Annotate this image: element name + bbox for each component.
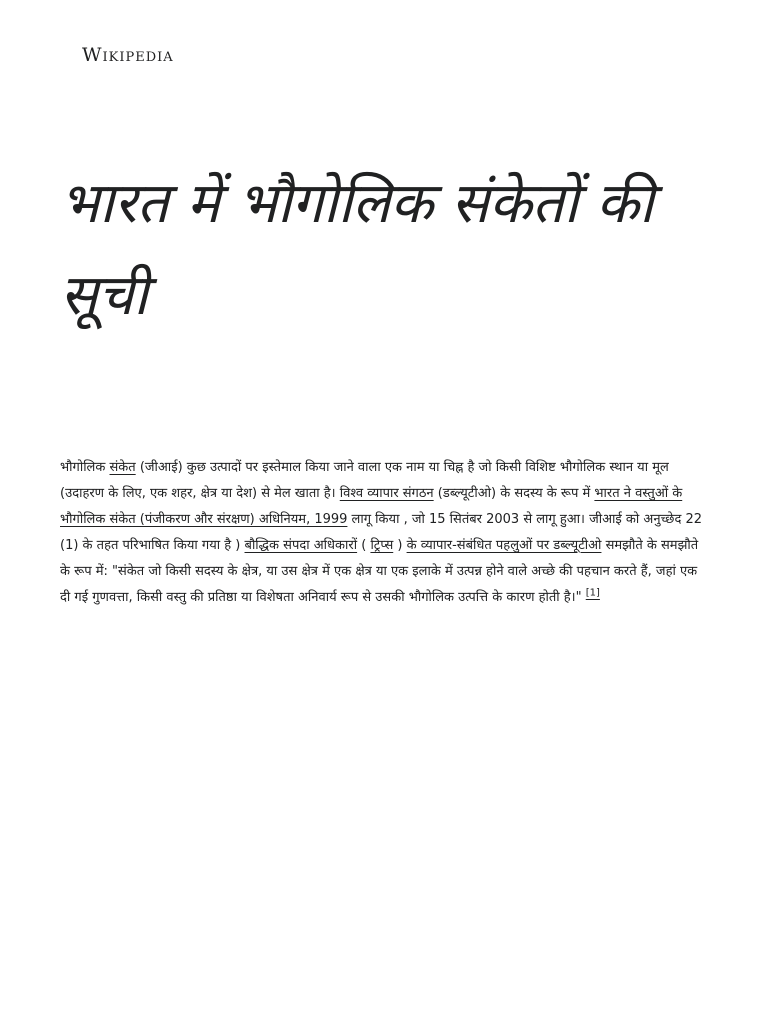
- text-segment: लागू किया , जो 15 सितंबर 2003 से लागू हुआ। जीआई को अनुच्छेद 22 (1) के तहत परिभाषित किया गया है ): [60, 512, 703, 553]
- text-segment: (डब्ल्यूटीओ) के सदस्य के रूप में: [433, 486, 595, 501]
- article-paragraph: [60, 455, 708, 611]
- page-title: भारत में भौगोलिक संकेतों की सूची: [60, 171, 654, 328]
- link-sanket[interactable]: संकेत: [109, 460, 136, 475]
- text-segment: समझौते के समझौते के रूप में: "संकेत जो किसी सदस्य के क्षेत्र, या उस क्षेत्र में एक क्षेत्र या एक इलाके में उत्पन्न होने वाले अच्छे की पहचान करते हैं, जहां एक दी गई गुणवत्ता, किसी वस्तु की प्रतिष्ठा या विशेषता अनिवार्य रूप से उसकी भौगोलिक उत्पत्ति के कारण होती है।": [60, 538, 699, 605]
- citation-superscript: [586, 588, 600, 599]
- text-segment: (: [357, 538, 371, 553]
- text-segment: भौगोलिक: [60, 460, 110, 475]
- wikipedia-wordmark[interactable]: Wikipedia: [82, 44, 174, 66]
- link-trips-agreement[interactable]: के व्यापार-संबंधित पहलुओं पर डब्ल्यूटीओ: [406, 538, 602, 553]
- text-segment: ): [393, 538, 407, 553]
- link-ipr[interactable]: बौद्धिक संपदा अधिकारों: [244, 538, 358, 553]
- link-trips[interactable]: ट्रिप्स: [370, 538, 394, 553]
- text-segment: (जीआई) कुछ उत्पादों पर इस्तेमाल किया जाने वाला एक नाम या चिह्न है जो किसी विशिष्ट भौगोलिक स्थान या मूल (उदाहरण के लिए, एक शहर, क्षेत्र या देश) से मेल खाता है।: [60, 460, 669, 501]
- link-wto[interactable]: विश्व व्यापार संगठन: [339, 486, 434, 501]
- link-gi-act-1999[interactable]: भारत ने वस्तुओं के भौगोलिक संकेत (पंजीकरण और संरक्षण) अधिनियम, 1999: [60, 486, 683, 527]
- citation-link[interactable]: [1]: [585, 587, 600, 599]
